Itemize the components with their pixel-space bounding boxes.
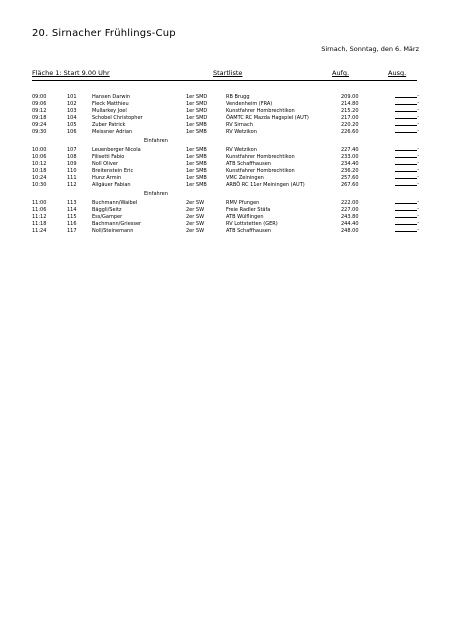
cell-aufg: 214.80 [341, 101, 359, 107]
cell-aufg: 244.40 [341, 221, 359, 227]
cell-name: Allgäuer Fabian [92, 182, 131, 188]
cell-aufg: 209.00 [341, 94, 359, 100]
table-row [32, 154, 417, 161]
cell-name: Hunz Armin [92, 175, 122, 181]
cell-club: ATB Schaffhausen [226, 228, 271, 234]
cell-club: RV Lottstetten (GER) [226, 221, 278, 227]
cell-nr: 105 [67, 122, 77, 128]
cell-nr: 114 [67, 207, 77, 213]
start-list [32, 94, 417, 235]
cell-name: Hansen Darwin [92, 94, 131, 100]
cell-time: 10:12 [32, 161, 47, 167]
cell-nr: 103 [67, 108, 77, 114]
cell-club: RMV Pfungen [226, 200, 260, 206]
cell-nr: 109 [67, 161, 77, 167]
document-title: 20. Sirnacher Frühlings-Cup [32, 28, 176, 39]
cell-time: 11:18 [32, 221, 47, 227]
cell-aufg: 227.40 [341, 147, 359, 153]
table-row [32, 221, 417, 228]
cell-aufg: 217.00 [341, 115, 359, 121]
cell-name: Leuenberger Nicola [92, 147, 141, 153]
section-separator [32, 189, 417, 200]
header-list: Startliste [213, 69, 243, 77]
cell-time: 11:12 [32, 214, 47, 220]
cell-aufg: 267.60 [341, 182, 359, 188]
cell-cat: 1er SMB [186, 154, 207, 160]
cell-cat: 2er SW [186, 200, 205, 206]
cell-cat: 1er SMD [186, 108, 208, 114]
cell-time: 11:00 [32, 200, 47, 206]
cell-aufg: 248.00 [341, 228, 359, 234]
cell-club: ARBÖ RC 11er Meiningen (AUT) [226, 182, 305, 188]
ausg-blank-line [395, 171, 417, 172]
cell-nr: 107 [67, 147, 77, 153]
table-row [32, 175, 417, 182]
cell-time: 09:12 [32, 108, 47, 114]
cell-nr: 116 [67, 221, 77, 227]
header-ausg: Ausg. [388, 69, 407, 77]
table-row [32, 108, 417, 115]
cell-name: Filisetti Fabio [92, 154, 125, 160]
cell-time: 10:00 [32, 147, 47, 153]
cell-club: Kunstfahrer Hombrechtikon [226, 168, 295, 174]
header-aufg: Aufg. [332, 69, 350, 77]
cell-aufg: 220.20 [341, 122, 359, 128]
cell-name: Bäggli/Seitz [92, 207, 122, 213]
header-area: Fläche 1: Start 9.00 Uhr [32, 69, 110, 77]
cell-nr: 115 [67, 214, 77, 220]
cell-club: ÖAMTC RC Mazda Hagspiel (AUT) [226, 115, 309, 121]
cell-cat: 1er SMB [186, 122, 207, 128]
ausg-blank-line [395, 132, 417, 133]
cell-cat: 2er SW [186, 221, 205, 227]
cell-aufg: 233.00 [341, 154, 359, 160]
cell-time: 09:18 [32, 115, 47, 121]
cell-cat: 1er SMB [186, 175, 207, 181]
cell-cat: 1er SMB [186, 161, 207, 167]
cell-cat: 2er SW [186, 228, 205, 234]
cell-time: 10:24 [32, 175, 47, 181]
cell-club: RV Wetzikon [226, 147, 257, 153]
cell-name: Bachmann/Griesser [92, 221, 142, 227]
cell-cat: 1er SMB [186, 129, 207, 135]
cell-name: Ess/Gamper [92, 214, 123, 220]
table-row [32, 200, 417, 207]
cell-club: Kunstfahrer Hombrechtikon [226, 154, 295, 160]
cell-aufg: 236.20 [341, 168, 359, 174]
cell-name: Breitenstein Eric [92, 168, 134, 174]
cell-aufg: 222.00 [341, 200, 359, 206]
cell-club: Vendenheim (FRA) [226, 101, 273, 107]
cell-nr: 112 [67, 182, 77, 188]
cell-name: Meissner Adrian [92, 129, 133, 135]
cell-nr: 113 [67, 200, 77, 206]
cell-club: ATB Schaffhausen [226, 161, 271, 167]
cell-name: Noll Oliver [92, 161, 118, 167]
cell-name: Zuber Patrick [92, 122, 126, 128]
cell-cat: 2er SW [186, 207, 205, 213]
ausg-blank-line [395, 217, 417, 218]
section-separator [32, 136, 417, 147]
cell-cat: 1er SMD [186, 115, 208, 121]
ausg-blank-line [395, 185, 417, 186]
table-row [32, 161, 417, 168]
cell-time: 09:30 [32, 129, 47, 135]
cell-time: 11:06 [32, 207, 47, 213]
table-row [32, 228, 417, 235]
cell-name: Fleck Matthieu [92, 101, 129, 107]
cell-time: 11:24 [32, 228, 47, 234]
cell-nr: 108 [67, 154, 77, 160]
cell-aufg: 227.00 [341, 207, 359, 213]
ausg-blank-line [395, 164, 417, 165]
ausg-blank-line [395, 210, 417, 211]
cell-aufg: 234.40 [341, 161, 359, 167]
cell-time: 09:00 [32, 94, 47, 100]
document-subtitle: Sirnach, Sonntag, den 6. März [321, 45, 419, 53]
cell-club: Freie Radler Stäfa [226, 207, 271, 213]
cell-nr: 111 [67, 175, 77, 181]
ausg-blank-line [395, 224, 417, 225]
cell-aufg: 215.20 [341, 108, 359, 114]
cell-cat: 1er SMB [186, 182, 207, 188]
cell-club: VMC Zeiningen [226, 175, 264, 181]
table-row [32, 122, 417, 129]
cell-aufg: 226.60 [341, 129, 359, 135]
cell-club: Kunstfahrer Hombrechtikon [226, 108, 295, 114]
cell-cat: 1er SMD [186, 101, 208, 107]
table-row [32, 115, 417, 122]
ausg-blank-line [395, 203, 417, 204]
cell-club: ATB Wülflingen [226, 214, 264, 220]
cell-club: RB Brugg [226, 94, 250, 100]
ausg-blank-line [395, 111, 417, 112]
table-row [32, 129, 417, 136]
cell-club: RV Sirnach [226, 122, 253, 128]
cell-name: Mullarkey Joel [92, 108, 127, 114]
cell-time: 10:18 [32, 168, 47, 174]
header-rule [32, 80, 417, 81]
cell-nr: 106 [67, 129, 77, 135]
cell-time: 10:30 [32, 182, 47, 188]
cell-cat: 2er SW [186, 214, 205, 220]
cell-aufg: 257.60 [341, 175, 359, 181]
ausg-blank-line [395, 104, 417, 105]
table-row [32, 101, 417, 108]
cell-cat: 1er SMB [186, 168, 207, 174]
table-row [32, 214, 417, 221]
cell-time: 09:24 [32, 122, 47, 128]
cell-cat: 1er SMD [186, 94, 208, 100]
cell-nr: 110 [67, 168, 77, 174]
table-row [32, 168, 417, 175]
ausg-blank-line [395, 97, 417, 98]
cell-time: 10:06 [32, 154, 47, 160]
table-row [32, 147, 417, 154]
separator-label: Einfahren [144, 138, 168, 144]
cell-name: Schobel Christopher [92, 115, 143, 121]
cell-nr: 104 [67, 115, 77, 121]
ausg-blank-line [395, 231, 417, 232]
ausg-blank-line [395, 118, 417, 119]
ausg-blank-line [395, 150, 417, 151]
ausg-blank-line [395, 178, 417, 179]
cell-time: 09:06 [32, 101, 47, 107]
cell-aufg: 243.80 [341, 214, 359, 220]
cell-cat: 1er SMB [186, 147, 207, 153]
ausg-blank-line [395, 125, 417, 126]
ausg-blank-line [395, 157, 417, 158]
table-row [32, 182, 417, 189]
table-row [32, 94, 417, 101]
cell-nr: 117 [67, 228, 77, 234]
table-row [32, 207, 417, 214]
cell-club: RV Wetzikon [226, 129, 257, 135]
cell-nr: 102 [67, 101, 77, 107]
cell-name: Buchmann/Waibel [92, 200, 138, 206]
list-header [32, 69, 417, 79]
cell-name: Noll/Steinemann [92, 228, 134, 234]
cell-nr: 101 [67, 94, 77, 100]
separator-label: Einfahren [144, 191, 168, 197]
